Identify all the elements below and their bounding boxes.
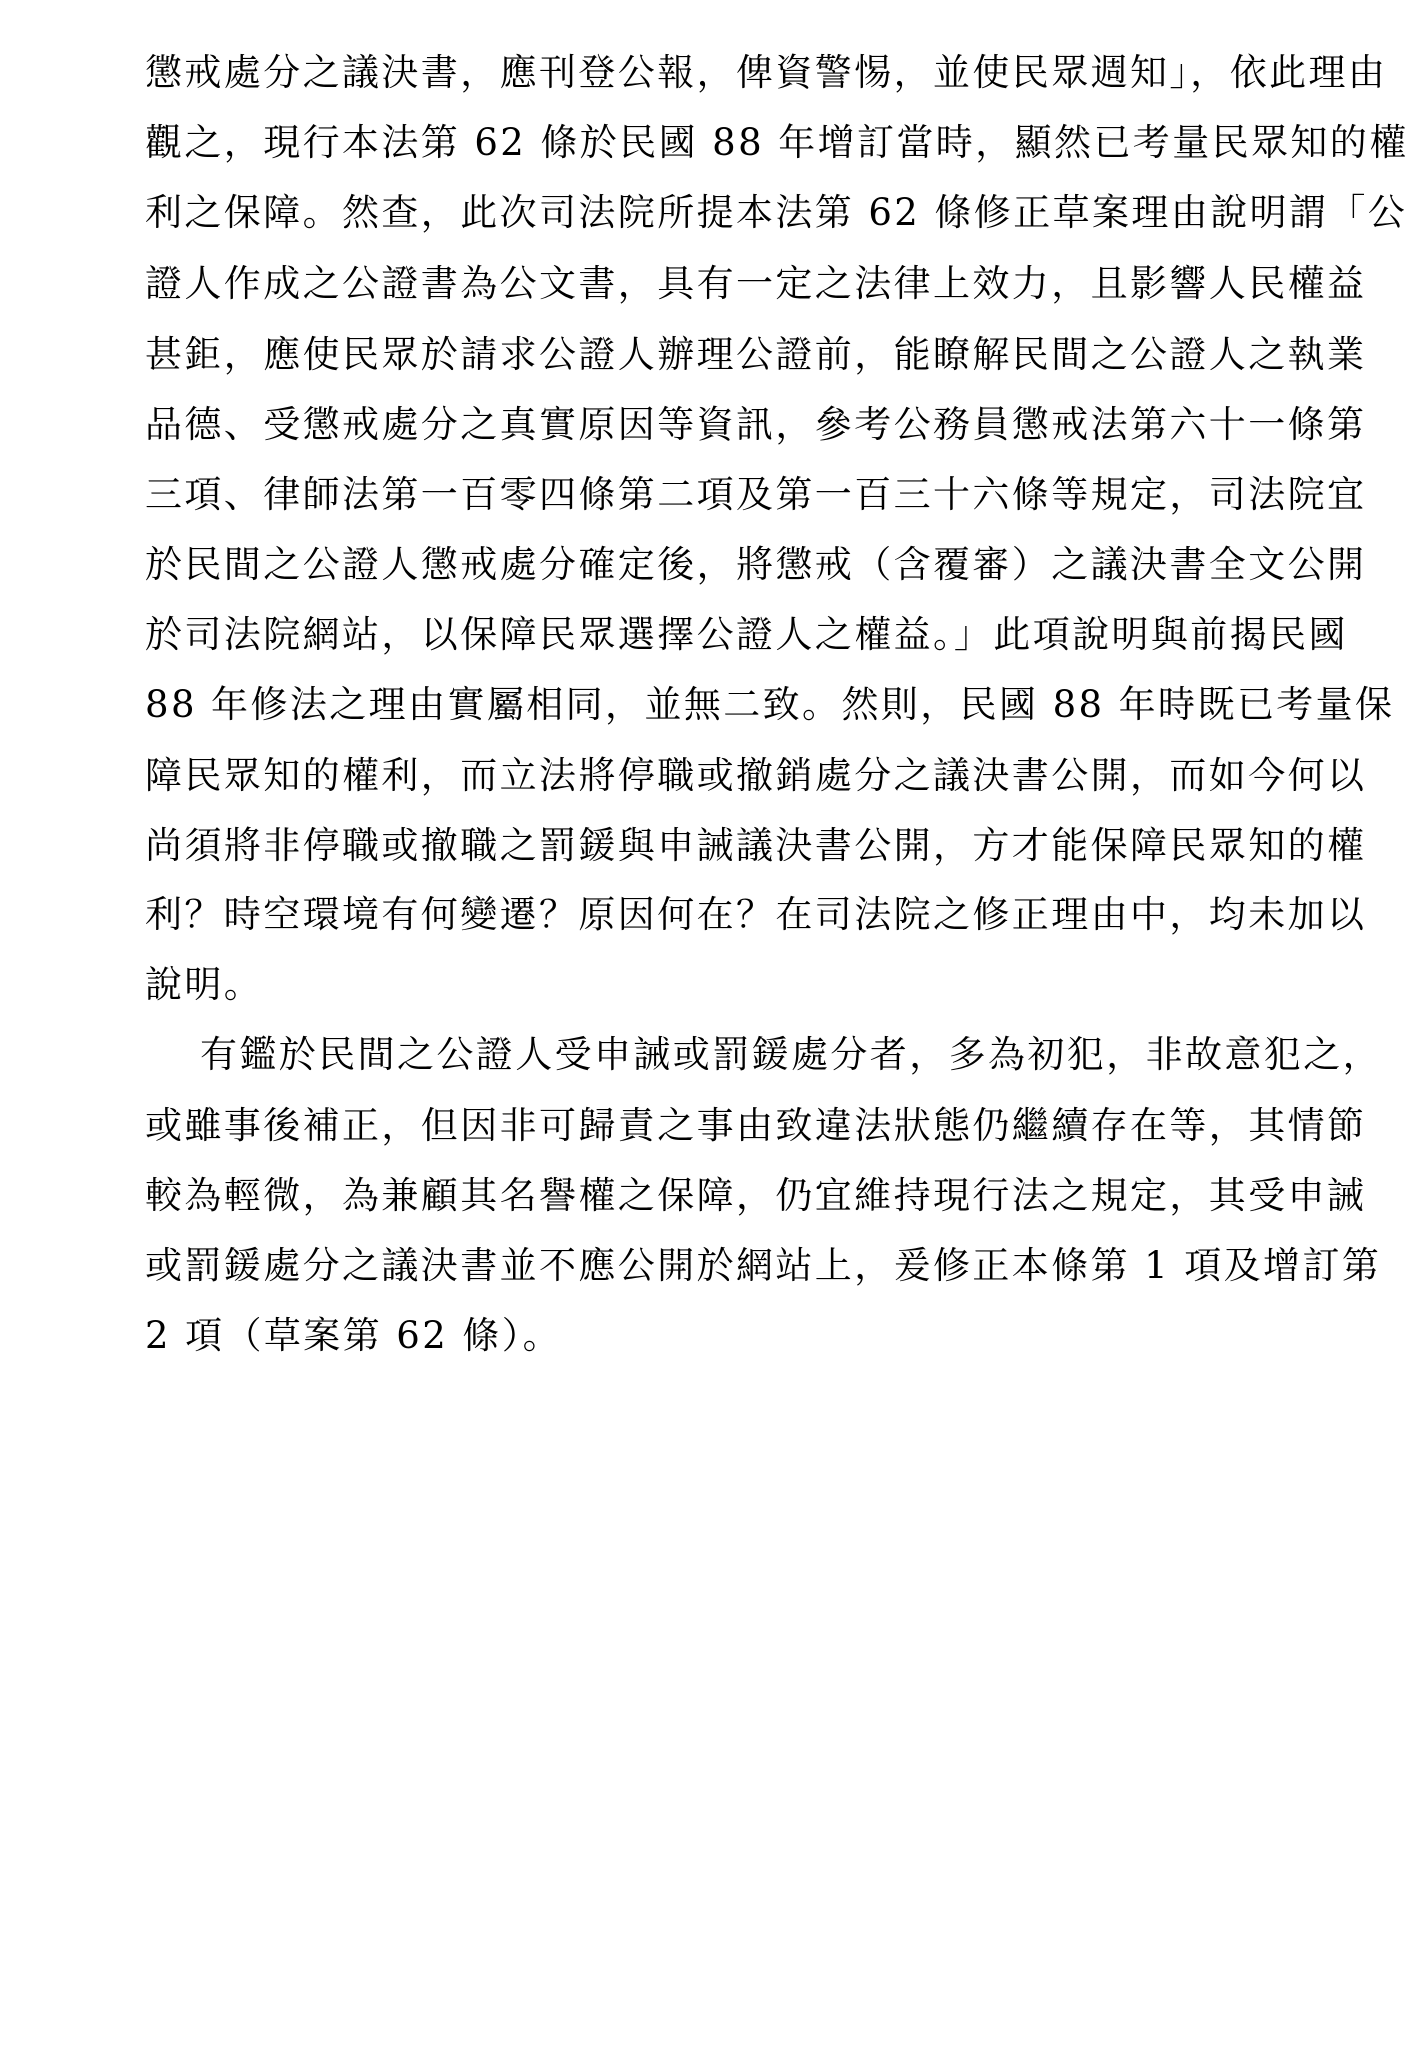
text-line: 尚須將非停職或撤職之罰鍰與申誡議決書公開，方才能保障民眾知的權 [145, 824, 1367, 867]
text-line: 或罰鍰處分之議決書並不應公開於網站上，爰修正本條第 1 項及增訂第 [145, 1244, 1382, 1287]
text-line: 說明。 [145, 963, 264, 1006]
text-line: 較為輕微，為兼顧其名譽權之保障，仍宜維持現行法之規定，其受申誡 [145, 1174, 1367, 1217]
text-line: 懲戒處分之議決書，應刊登公報，俾資警惕，並使民眾週知」，依此理由 [145, 51, 1388, 94]
text-line: 於民間之公證人懲戒處分確定後，將懲戒（含覆審）之議決書全文公開 [145, 543, 1367, 586]
text-line: 三項、律師法第一百零四條第二項及第一百三十六條等規定，司法院宜 [145, 473, 1367, 516]
text-line: 觀之，現行本法第 62 條於民國 88 年增訂當時，顯然已考量民眾知的權 [145, 121, 1409, 164]
text-line: 於司法院網站，以保障民眾選擇公證人之權益。」此項說明與前揭民國 [145, 613, 1348, 656]
text-line: 利之保障。然查，此次司法院所提本法第 62 條修正草案理由說明謂「公 [145, 191, 1408, 234]
text-line: 品德、受懲戒處分之真實原因等資訊，參考公務員懲戒法第六十一條第 [145, 403, 1367, 446]
text-line: 2 項（草案第 62 條）。 [145, 1314, 563, 1357]
text-line: 障民眾知的權利，而立法將停職或撤銷處分之議決書公開，而如今何以 [145, 754, 1367, 797]
text-line: 利？時空環境有何變遷？原因何在？在司法院之修正理由中，均未加以 [145, 893, 1367, 936]
text-line: 甚鉅，應使民眾於請求公證人辦理公證前，能瞭解民間之公證人之執業 [145, 333, 1367, 376]
paragraph-start-line: 有鑑於民間之公證人受申誡或罰鍰處分者，多為初犯，非故意犯之， [200, 1033, 1382, 1076]
text-line: 88 年修法之理由實屬相同，並無二致。然則，民國 88 年時既已考量保 [145, 683, 1395, 726]
text-line: 證人作成之公證書為公文書，具有一定之法律上效力，且影響人民權益 [145, 262, 1367, 305]
text-line: 或雖事後補正，但因非可歸責之事由致違法狀態仍繼續存在等，其情節 [145, 1104, 1367, 1147]
